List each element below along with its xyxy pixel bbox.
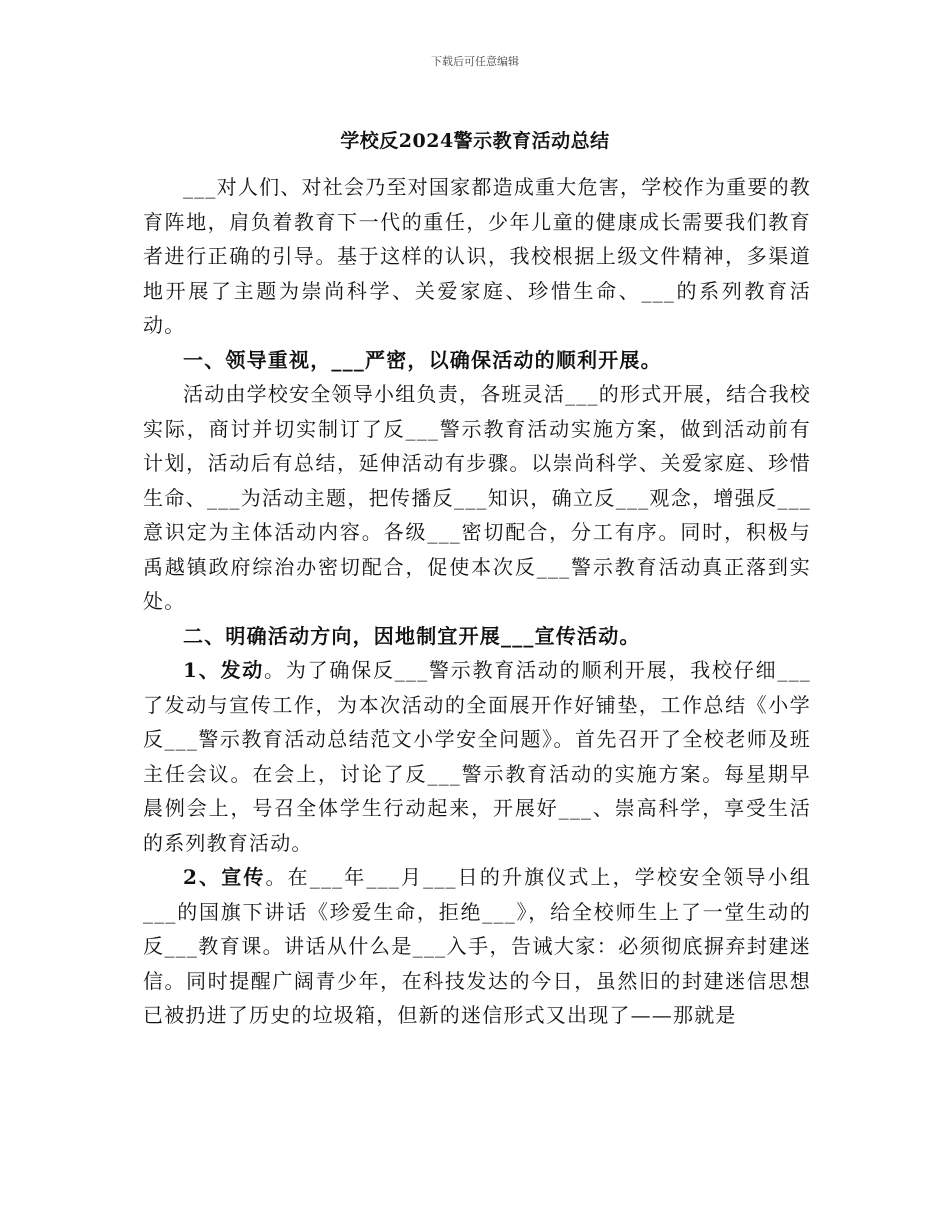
header-note: 下载后可任意编辑 xyxy=(431,55,519,68)
paragraph-text: ___对人们、对社会乃至对国家都造成重大危害，学校作为重要的教育阵地，肩负着教育下一代的重任，少年儿童的健康成长需要我们教育者进行正确的引导。基于这样的认识，我校根据上级文件精神，多渠道地开展了主题为崇尚科学、关爱家庭、珍惜生命、___的系列教育活动。 xyxy=(143,175,811,337)
paragraph-mobilize xyxy=(143,653,811,860)
document-body xyxy=(143,170,811,1033)
heading-text: 一、领导重视，___严密，以确保活动的顺利开展。 xyxy=(183,347,662,372)
paragraph-text: 。在___年___月___日的升旗仪式上，学校安全领导小组___的国旗下讲话《珍爱生命，拒绝___》，给全校师生上了一堂生动的反___教育课。讲话从什么是___入手，告诫大家：必须彻底摒弃封建迷信。同时提醒广阔青少年，在科技发达的今日，虽然旧的封建迷信思想已被扔进了历史的垃圾箱，但新的迷信形式又出现了——那就是 xyxy=(143,865,811,1027)
paragraph-section-1 xyxy=(143,377,811,619)
paragraph-text: 活动由学校安全领导小组负责，各班灵活___的形式开展，结合我校实际，商讨并切实制订了反___警示教育活动实施方案，做到活动前有计划，活动后有总结，延伸活动有步骤。以崇尚科学、关爱家庭、珍惜生命、___为活动主题，把传播反___知识，确立反___观念，增强反___意识定为主体活动内容。各级___密切配合，分工有序。同时，积极与禹越镇政府综治办密切配合，促使本次反___警示教育活动真正落到实处。 xyxy=(143,382,811,613)
section-heading-2 xyxy=(143,619,811,654)
paragraph-text: 。为了确保反___警示教育活动的顺利开展，我校仔细___了发动与宣传工作，为本次活动的全面展开作好铺垫，工作总结《小学反___警示教育活动总结范文小学安全问题》。首先召开了全校老师及班主任会议。在会上，讨论了反___警示教育活动的实施方案。每星期早晨例会上，号召全体学生行动起来，开展好___、崇高科学，享受生活的系列教育活动。 xyxy=(143,658,811,855)
document-title: 学校反2024警示教育活动总结 xyxy=(340,130,610,152)
paragraph-lead: 1、发动 xyxy=(183,658,265,682)
paragraph-publicity xyxy=(143,860,811,1033)
paragraph-intro xyxy=(143,170,811,343)
paragraph-lead: 2、宣传 xyxy=(183,865,266,889)
heading-text: 二、明确活动方向，因地制宜开展___宣传活动。 xyxy=(183,623,641,648)
section-heading-1 xyxy=(143,343,811,378)
